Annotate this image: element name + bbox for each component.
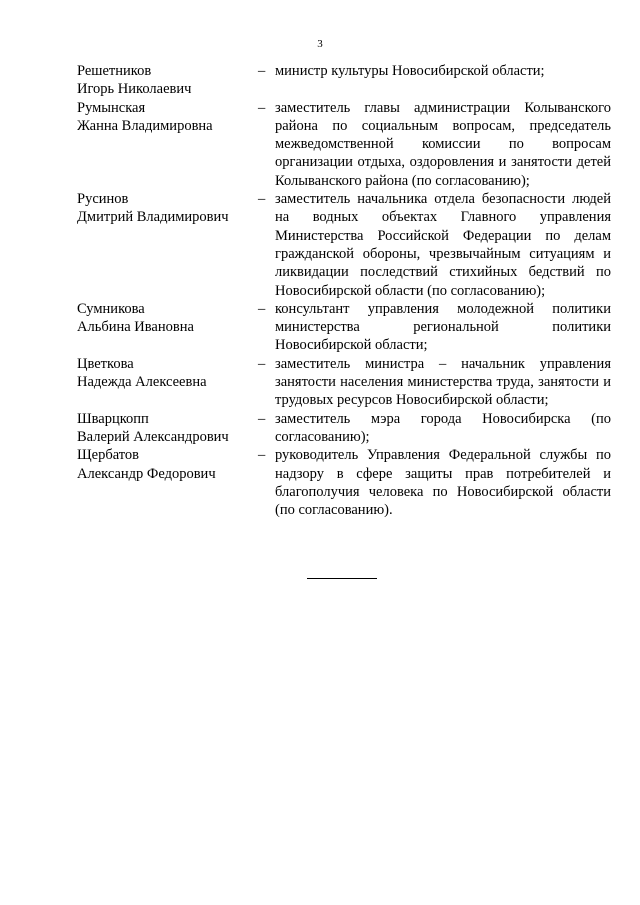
member-entry [77, 446, 611, 519]
member-position: заместитель начальника отдела безопасности людей на водных объектах Главного управления Министерства Российской Федерации по делам гражданской обороны, чрезвычайным ситуациям и ликвидации последствий стихийных бедствий по Новосибирской области (по согласованию); [275, 191, 611, 299]
member-position: заместитель главы администрации Колыванского района по социальным вопросам, председатель межведомственной комиссии по вопросам организации отдыха, оздоровления и занятости детей Колыванского района (по согласованию); [275, 99, 611, 189]
member-name [77, 190, 258, 227]
member-given-names: Жанна Владимировна [77, 117, 213, 134]
member-given-names: Александр Федорович [77, 465, 216, 482]
member-entry [77, 62, 611, 99]
member-entry [77, 300, 611, 355]
end-of-document-rule [307, 578, 377, 579]
separator-dash: – [258, 410, 266, 427]
member-name [77, 300, 258, 337]
page-number: 3 [317, 38, 323, 50]
member-name [77, 62, 258, 99]
member-surname: Щербатов [77, 447, 139, 464]
separator-dash: – [258, 63, 266, 79]
member-position: заместитель министра – начальник управления занятости населения министерства труда, занятости и трудовых ресурсов Новосибирской области; [275, 355, 611, 409]
member-given-names: Надежда Алексеевна [77, 374, 207, 391]
member-position: консультант управления молодежной политики министерства региональной политики Новосибирской области; [275, 300, 611, 354]
member-entry [77, 190, 611, 300]
member-entry [77, 99, 611, 190]
member-given-names: Игорь Николаевич [77, 81, 192, 98]
member-entry [77, 410, 611, 447]
member-surname: Решетников [77, 63, 152, 79]
separator-dash: – [258, 447, 266, 464]
member-given-names: Валерий Александрович [77, 428, 229, 445]
member-entry [77, 355, 611, 410]
member-name [77, 355, 258, 392]
separator-dash: – [258, 191, 266, 208]
member-surname: Румынская [77, 99, 146, 116]
member-name [77, 99, 258, 136]
member-surname: Шварцкопп [77, 410, 149, 427]
separator-dash: – [258, 300, 266, 317]
member-name [77, 446, 258, 483]
member-given-names: Дмитрий Владимирович [77, 209, 229, 226]
member-surname: Сумникова [77, 300, 145, 317]
member-given-names: Альбина Ивановна [77, 319, 194, 336]
member-position: заместитель мэра города Новосибирска (по согласованию); [275, 410, 611, 445]
member-position: руководитель Управления Федеральной службы по надзору в сфере защиты прав потребителей и благополучия человека по Новосибирской области (по согласованию). [275, 447, 611, 519]
separator-dash: – [258, 99, 266, 116]
member-surname: Русинов [77, 191, 129, 208]
member-surname: Цветкова [77, 355, 134, 372]
member-position: министр культуры Новосибирской области; [275, 63, 545, 79]
member-name [77, 410, 258, 447]
separator-dash: – [258, 355, 266, 372]
member-list [77, 62, 611, 519]
